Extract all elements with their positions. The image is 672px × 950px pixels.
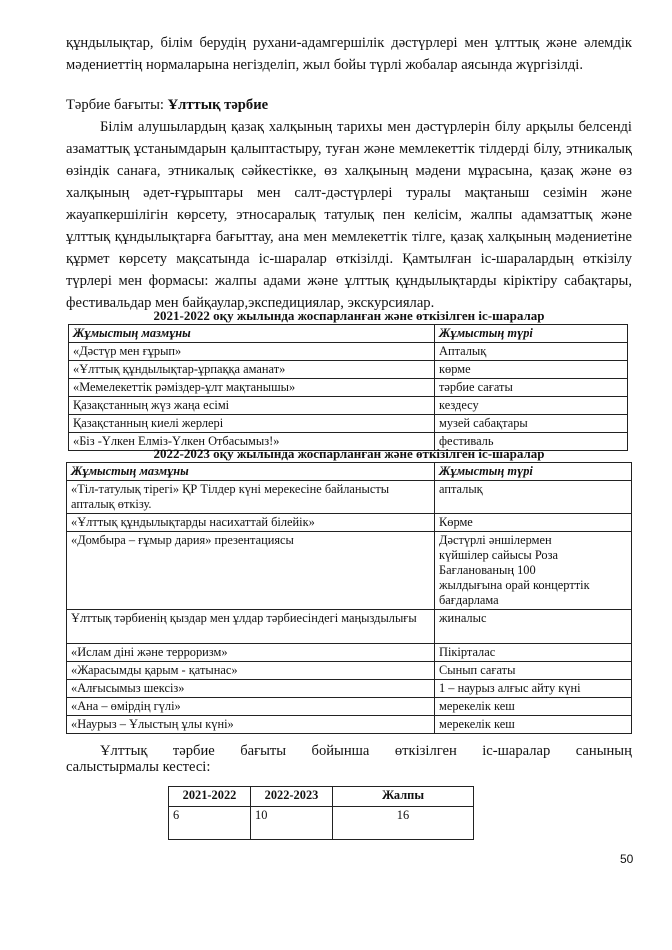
column-header: Жұмыстың түрі [435,463,632,481]
table-cell: «Біз -Үлкен Елміз-Үлкен Отбасымыз!» [69,433,435,451]
table-header-row [69,325,628,343]
direction-label: Тәрбие бағыты: [66,97,168,113]
table-cell: 1 – наурыз алғыс айту күні [435,680,632,698]
table-cell: «Домбыра – ғұмыр дария» презентациясы [67,532,435,610]
column-header: Жұмыстың түрі [435,325,628,343]
word: өткізілген [394,743,457,759]
table-header-row [169,787,474,807]
table-row [67,716,632,734]
table-cell: кездесу [435,397,628,415]
direction-value: Ұлттық тәрбие [167,97,269,113]
table-row [69,415,628,433]
table-row [67,514,632,532]
column-header: Жұмыстың мазмұны [69,325,435,343]
word: бойынша [311,743,370,759]
word: іс-шаралар [482,743,551,759]
table-row [69,397,628,415]
table-row [67,662,632,680]
table-cell: музей сабақтары [435,415,628,433]
events-table-2022-2023 [66,462,632,734]
word: санының [575,743,632,759]
table-cell: 16 [333,807,474,840]
word: тәрбие [172,743,215,759]
column-header: Жұмыстың мазмұны [67,463,435,481]
table-row [67,481,632,514]
table-cell: Қазақстанның киелі жерлері [69,415,435,433]
direction-heading [66,94,268,116]
table-cell: фестиваль [435,433,628,451]
table-cell: «Наурыз – Ұлыстың ұлы күні» [67,716,435,734]
word: бағыты [240,743,287,759]
table-cell: «Ислам діні және терроризм» [67,644,435,662]
table-row [67,644,632,662]
table-cell: «Алғысымыз шексіз» [67,680,435,698]
table-cell: Сынып сағаты [435,662,632,680]
table-row [67,610,632,644]
column-header: 2022-2023 [251,787,333,807]
page-number: 50 [620,852,634,866]
column-header: Жалпы [333,787,474,807]
column-header: 2021-2022 [169,787,251,807]
table-cell: Көрме [435,514,632,532]
table-cell: «Дәстүр мен ғұрып» [69,343,435,361]
table-cell: «Ана – өмірдің гүлі» [67,698,435,716]
table-cell: Қазақстанның жүз жаңа есімі [69,397,435,415]
table-cell: «Мемелекеттік рәміздер-ұлт мақтанышы» [69,379,435,397]
table-row [69,379,628,397]
events-table-2021-2022 [68,324,628,451]
table-cell: Ұлттық тәрбиенің қыздар мен ұлдар тәрбиесіндегі маңыздылығы [67,610,435,644]
table2-caption: 2022-2023 оқу жылында жоспарланған және өткізілген іс-шаралар [153,446,545,461]
main-paragraph: Білім алушылардың қазақ халқының тарихы мен дәстүрлерін білу арқылы белсенді азаматтық ұстанымдарын қалыптастыру, туған және мемлекеттік тілдерді білу, этникалық өзіндік санаға, этникалық сәйкестікке, өз халқының мәдени мұрасына, қазақ және өз халқының әдет-ғұрыптары мен салт-дәстүрлері туралы мақтаныш сезімін және жауапкершілігін көрсету, этносаралық татулық пен келісім, жалпы адамзаттық және ұлттық құндылықтарға бағыттау, ана мен мемлекеттік тілге, қазақ халқының мәдениетіне құрмет көрсету мақсатында іс-шаралар өткізілді. Қамтылған іс-шаралардың өткізілу түрлері мен формасы: жалпы адами және ұлттық құндылықтарды кіріктіру сабақтары, фестивальдар мен байқаулар,экспедициялар, экскурсиялар. [66,119,632,311]
table-cell: жиналыс [435,610,632,644]
table-row [67,698,632,716]
table-cell: «Тіл-татулық тірегі» ҚР Тілдер күні мерекесіне байланысты апталық өткізу. [67,481,435,514]
table-cell: «Ұлттық құндылықтарды насихаттай білейік» [67,514,435,532]
table-cell: тәрбие сағаты [435,379,628,397]
comparison-heading-line2: салыстырмалы кестесі: [66,759,211,775]
table-row [69,343,628,361]
table-row [69,361,628,379]
table-cell: 6 [169,807,251,840]
table-cell: көрме [435,361,628,379]
table-cell: Дәстүрлі әншілермен күйшілер сайысы Роза Бағланованың 100 жылдығына орай концерттік бағдарлама [435,532,632,610]
table-cell: апталық [435,481,632,514]
table-row [67,680,632,698]
table-cell: «Жарасымды қарым - қатынас» [67,662,435,680]
table-cell: мерекелік кеш [435,698,632,716]
comparison-table [168,786,474,840]
intro-paragraph: құндылықтар, білім берудің рухани-адамгершілік дәстүрлері мен ұлттық және әлемдік мәдениеттің нормаларына негізделіп, жыл бойы түрлі жобалар аясында жүргізілді. [66,35,632,73]
comparison-heading [66,740,632,778]
table-row [67,532,632,610]
table-cell: «Ұлттық құндылықтар-ұрпаққа аманат» [69,361,435,379]
table-cell: Апталық [435,343,628,361]
table1-caption: 2021-2022 оқу жылында жоспарланған және өткізілген іс-шаралар [153,308,545,323]
table-cell: Пікірталас [435,644,632,662]
table-row [169,807,474,840]
table-header-row [67,463,632,481]
table-cell: 10 [251,807,333,840]
table-cell: мерекелік кеш [435,716,632,734]
word: Ұлттық [100,743,148,759]
